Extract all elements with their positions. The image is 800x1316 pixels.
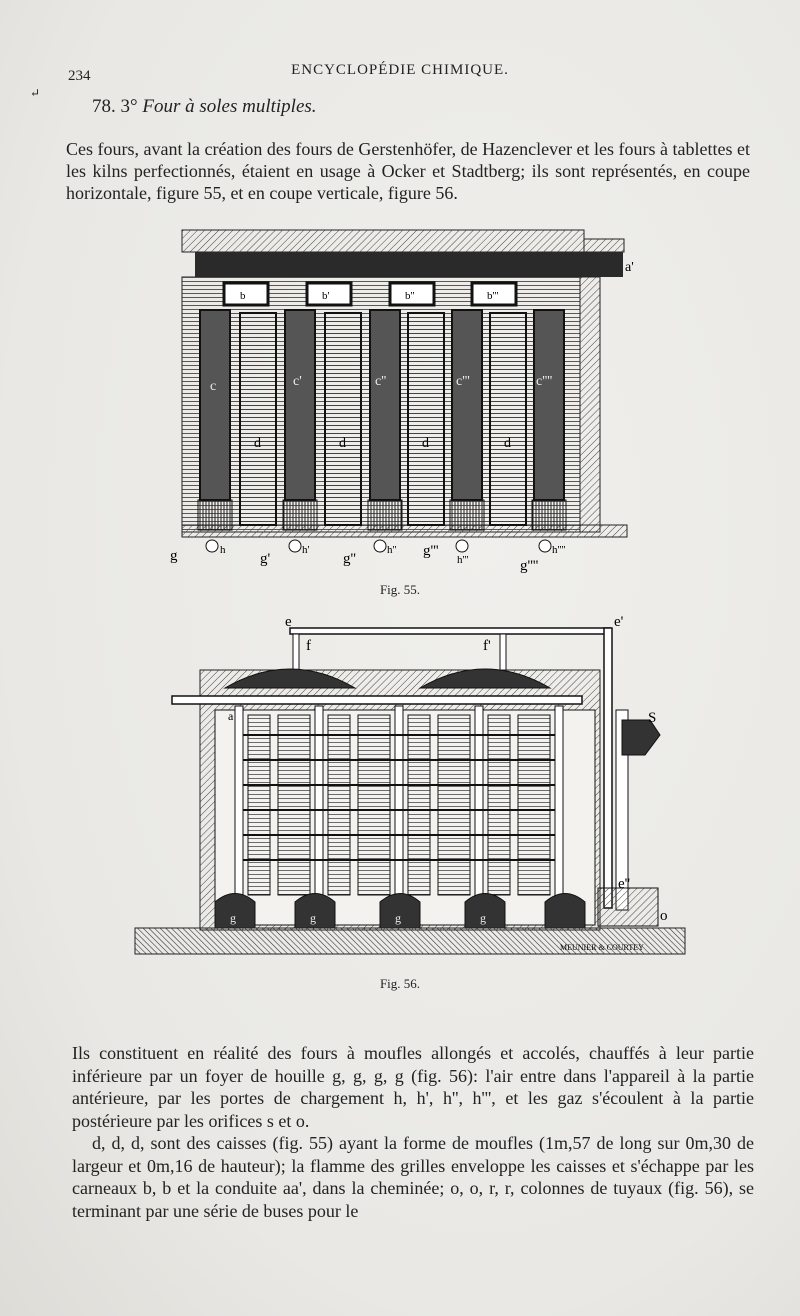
fig55-label-g2: g'': [343, 551, 356, 567]
fig56-label-g-3: g: [395, 911, 401, 925]
figure-56: [130, 610, 690, 972]
intro-paragraph: Ces fours, avant la création des fours de Gerstenhöfer, de Hazenclever et les fours à tablettes et les kilns perfectionnés, étaient en usage à Ocker et Stadtberg; ils sont représentés, en coupe horizontale, figure 55, et en coupe verticale, figure 56.: [66, 139, 750, 203]
fig55-label-d-1: d: [254, 436, 261, 451]
section-heading: [92, 96, 317, 118]
fig56-label-o: o: [660, 908, 668, 924]
fig55-label-g4: g'''': [520, 558, 539, 574]
fig55-label-g1: g': [260, 551, 271, 567]
fig55-label-d-4: d: [504, 436, 511, 451]
fig55-label-h4: h'''': [552, 544, 566, 556]
fig55-label-b1: b': [322, 290, 330, 302]
figure-56-drawing: [130, 610, 690, 972]
fig56-label-g-2: g: [310, 911, 316, 925]
fig56-engraver-credit: MEUNIER & COURTEY: [560, 943, 644, 952]
fig55-label-b: b: [240, 290, 246, 302]
fig55-label-h1: h': [302, 544, 310, 556]
fig56-label-g-1: g: [230, 911, 236, 925]
figure-55-drawing: [160, 225, 640, 580]
fig55-label-d-2: d: [339, 436, 346, 451]
fig55-label-g3: g''': [423, 543, 439, 559]
figure-56-caption: Fig. 56.: [379, 976, 421, 991]
fig56-label-f-prime: f': [483, 638, 491, 654]
fig55-label-h3: h''': [457, 554, 469, 566]
fig55-label-h2: h'': [387, 544, 397, 556]
fig55-label-a-prime: a': [625, 260, 634, 275]
fig55-label-d-3: d: [422, 436, 429, 451]
fig55-label-c4: c'''': [536, 374, 553, 389]
fig56-label-g-4: g: [480, 911, 486, 925]
fig55-label-b2: b'': [405, 290, 415, 302]
fig56-label-a: a: [228, 709, 234, 723]
body-paragraph-2: d, d, d, sont des caisses (fig. 55) ayant la forme de moufles (1m,57 de long sur 0m,30 de largeur et 0m,16 de hauteur); la flamme des grilles enveloppe les caisses et s'échappe par les carneaux b, b et la conduite aa', dans la cheminée; o, o, r, r, colonnes de tuyaux (fig. 56), se terminant par une série de buses pour le: [72, 1133, 754, 1221]
page-number: 234: [68, 68, 91, 84]
body-paragraph: [72, 1042, 754, 1222]
fig56-label-e-prime: e': [614, 614, 624, 630]
fig55-label-h: h: [220, 544, 226, 556]
running-header: [0, 60, 800, 84]
fig56-label-e: e: [285, 614, 292, 630]
fig55-label-g: g: [170, 548, 178, 564]
fig55-label-c2: c'': [375, 374, 387, 389]
section-title: Four à soles multiples.: [142, 96, 317, 117]
fig55-label-c1: c': [293, 374, 302, 389]
fig56-label-f: f: [306, 638, 311, 654]
figure-55-caption: Fig. 55.: [379, 582, 421, 597]
section-number: 78.: [92, 96, 116, 117]
fig55-label-c: c: [210, 379, 217, 394]
fig55-label-c3: c''': [456, 374, 470, 389]
body-paragraph-1: Ils constituent en réalité des fours à moufles allongés et accolés, chauffés à leur partie inférieure par un foyer de houille g, g, g, g (fig. 56): l'air entre dans l'appareil à la partie antérieure, par les portes de chargement h, h', h'', h''', et les gaz s'écoulent à la partie postérieure par les orifices s et o.: [72, 1043, 754, 1131]
margin-mark: ↵: [30, 86, 41, 100]
running-title: ENCYCLOPÉDIE CHIMIQUE.: [291, 62, 509, 78]
fig56-label-e-double: e'': [618, 876, 631, 892]
figure-55: [160, 225, 640, 580]
fig56-label-s: S: [648, 710, 657, 726]
fig55-label-b3: b''': [487, 290, 499, 302]
section-title-prefix: 3°: [120, 96, 143, 117]
